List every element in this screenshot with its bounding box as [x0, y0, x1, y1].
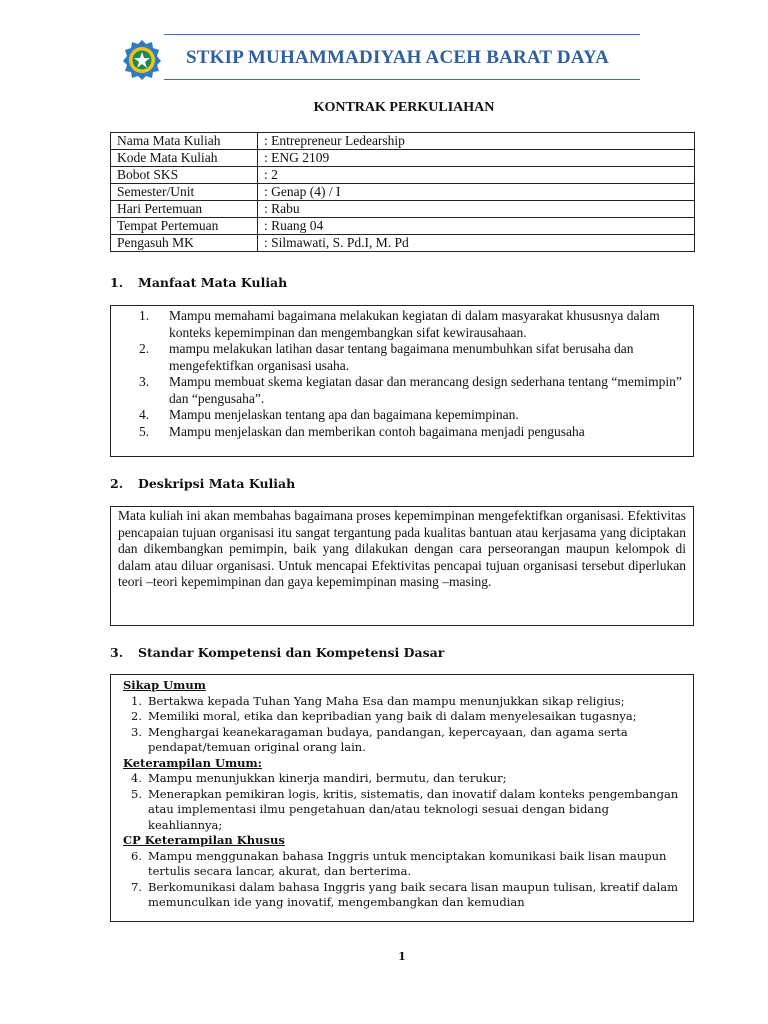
competency-group-heading: Keterampilan Umum: — [123, 755, 262, 770]
course-info-label: Pengasuh MK — [111, 235, 258, 252]
course-info-value: : 2 — [258, 167, 695, 184]
item-number: 1. — [131, 693, 142, 708]
course-info-label: Hari Pertemuan — [111, 201, 258, 218]
benefits-list — [111, 308, 693, 440]
course-info-row — [111, 201, 695, 218]
item-number: 4. — [139, 407, 150, 422]
item-text: Berkomunikasi dalam bahasa Inggris yang baik secara lisan maupun tulisan, kreatif dalam memunculkan ide yang inovatif, mengembangkan dan kemudian — [148, 879, 679, 909]
header-rule-top — [164, 34, 640, 35]
item-text: Menghargai keanekaragaman budaya, pandangan, kepercayaan, dan agama serta pendapat/temuan original orang lain. — [148, 724, 628, 754]
benefit-item — [111, 308, 693, 341]
item-text: Memiliki moral, etika dan kepribadian yang baik di dalam menyelesaikan tugasnya; — [148, 709, 637, 723]
course-info-label: Nama Mata Kuliah — [111, 133, 258, 150]
course-info-row — [111, 167, 695, 184]
item-text: mampu melakukan latihan dasar tentang bagaimana menumbuhkan sifat berusaha dan mengefektifkan organisasi usaha. — [169, 341, 634, 373]
section-benefits-heading — [110, 275, 287, 290]
section-description-heading — [110, 476, 295, 491]
benefits-box — [110, 305, 694, 457]
competency-item — [123, 787, 681, 834]
course-info-value: : Entrepreneur Ledearship — [258, 133, 695, 150]
benefit-item — [111, 424, 693, 441]
benefit-item — [111, 374, 693, 407]
competency-content — [111, 675, 693, 911]
course-info-row — [111, 133, 695, 150]
item-number: 3. — [131, 724, 142, 739]
item-text: Mampu membuat skema kegiatan dasar dan merancang design sederhana tentang “memimpin” dan “pengusaha”. — [169, 374, 682, 406]
section-number: 3. — [110, 645, 124, 660]
item-text: Mampu menggunakan bahasa Inggris untuk menciptakan komunikasi baik lisan maupun tertulis secara lancar, akurat, dan berterima. — [148, 848, 667, 878]
course-info-label: Semester/Unit — [111, 184, 258, 201]
course-info-row — [111, 235, 695, 252]
item-number: 7. — [131, 879, 142, 894]
item-number: 2. — [131, 709, 142, 723]
item-number: 2. — [139, 341, 150, 356]
header-rule-bottom — [164, 79, 640, 80]
course-info-label: Bobot SKS — [111, 167, 258, 184]
item-text: Mampu menjelaskan dan memberikan contoh bagaimana menjadi pengusaha — [169, 423, 585, 439]
benefit-item — [111, 341, 693, 374]
item-number: 1. — [139, 308, 150, 323]
benefit-item — [111, 407, 693, 424]
competency-list — [123, 694, 681, 756]
section-number: 2. — [110, 476, 124, 491]
section-title: Manfaat Mata Kuliah — [138, 275, 288, 290]
item-text: Menerapkan pemikiran logis, kritis, sistematis, dan inovatif dalam konteks pengembangan atau implementasi ilmu pengetahuan dan/atau teknologi sesuai dengan bidang keahliannya; — [148, 786, 679, 832]
description-text: Mata kuliah ini akan membahas bagaimana proses kepemimpinan mengefektifkan organisasi. Efektivitas pencapaian tujuan organisasi itu sangat tergantung pada kualitas bantuan atau kerjasama yang diciptakan dan dikembangkan pemimpin, baik yang dilakukan dengan cara perseorangan maupun kelompok di dalam atau diluar organisasi. Untuk mencapai Efektivitas pencapai tujuan organisasi tersebut diperlukan teori –teori kepemimpinan dan gaya kepemimpinan masing –masing. — [118, 508, 686, 589]
item-number: 5. — [131, 786, 142, 801]
page-number: 1 — [398, 950, 406, 963]
competency-item — [123, 709, 681, 725]
item-number: 4. — [131, 771, 142, 785]
competency-item — [123, 849, 681, 880]
section-number: 1. — [110, 275, 124, 290]
competency-list — [123, 771, 681, 833]
item-text: Mampu menjelaskan tentang apa dan bagaimana kepemimpinan. — [169, 407, 519, 422]
course-info-row — [111, 184, 695, 201]
item-text: Mampu menunjukkan kinerja mandiri, bermutu, dan terukur; — [148, 771, 507, 785]
course-info-table — [110, 132, 695, 252]
item-number: 5. — [139, 423, 150, 439]
competency-box — [110, 674, 694, 922]
competency-item — [123, 694, 681, 710]
document-title: KONTRAK PERKULIAHAN — [313, 100, 495, 115]
course-info-value: : Silmawati, S. Pd.I, M. Pd — [258, 235, 695, 252]
section-title: Standar Kompetensi dan Kompetensi Dasar — [138, 645, 445, 660]
course-info-value: : Ruang 04 — [258, 218, 695, 235]
competency-item — [123, 771, 681, 787]
course-info-value: : Genap (4) / I — [258, 184, 695, 201]
course-info-row — [111, 150, 695, 167]
item-number: 6. — [131, 848, 142, 863]
description-box — [110, 506, 694, 626]
item-text: Mampu memahami bagaimana melakukan kegiatan di dalam masyarakat khususnya dalam konteks kepemimpinan dan mengembangkan sifat kewirausahaan. — [169, 308, 660, 340]
competency-group-heading: Sikap Umum — [123, 678, 206, 692]
course-info-value: : ENG 2109 — [258, 150, 695, 167]
course-info-label: Tempat Pertemuan — [111, 218, 258, 235]
competency-item — [123, 725, 681, 756]
competency-group-heading: CP Keterampilan Khusus — [123, 833, 285, 847]
section-competency-heading — [110, 645, 444, 660]
course-info-label: Kode Mata Kuliah — [111, 150, 258, 167]
section-title: Deskripsi Mata Kuliah — [138, 476, 296, 491]
university-seal-icon — [120, 38, 164, 82]
item-text: Bertakwa kepada Tuhan Yang Maha Esa dan mampu menunjukkan sikap religius; — [148, 693, 625, 708]
competency-item — [123, 880, 681, 911]
document-header — [120, 30, 640, 82]
item-number: 3. — [139, 374, 150, 389]
course-info-row — [111, 218, 695, 235]
competency-list — [123, 849, 681, 911]
institution-name: STKIP MUHAMMADIYAH ACEH BARAT DAYA — [186, 47, 610, 68]
course-info-value: : Rabu — [258, 201, 695, 218]
